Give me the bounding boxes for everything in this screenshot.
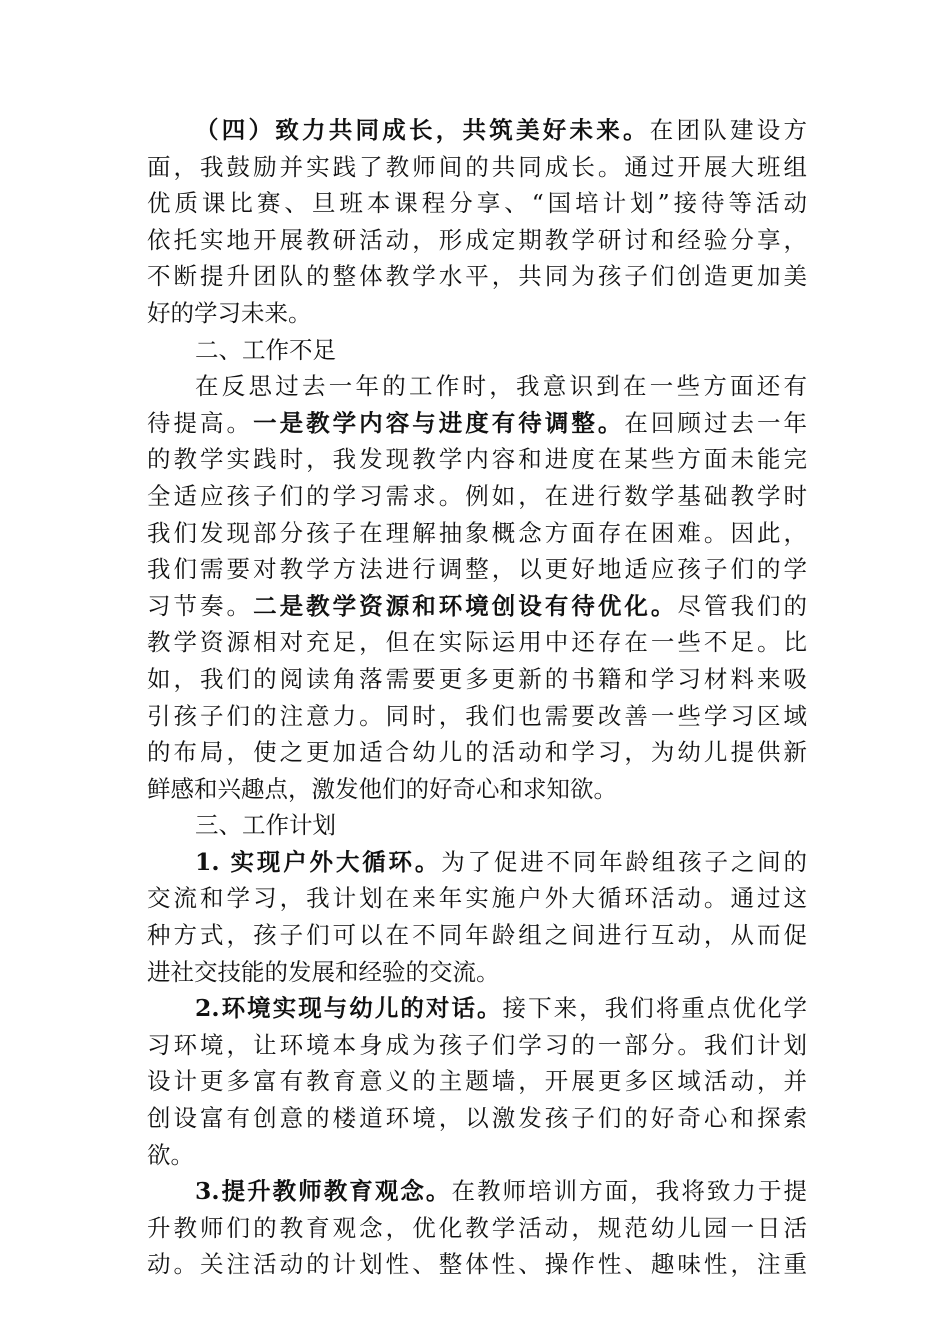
text-line: 交流和学习，我计划在来年实施户外大循环活动。通过这 [147, 884, 807, 913]
text-line: 如，我们的阅读角落需要更多更新的书籍和学习材料来吸 [147, 664, 807, 693]
text-line: 在反思过去一年的工作时，我意识到在一些方面还有 [195, 372, 807, 401]
text-line: 的布局，使之更加适合幼儿的活动和学习，为幼儿提供新 [147, 738, 807, 767]
text-line: 1. 实现户外大循环。为了促进不同年龄组孩子之间的 [195, 847, 808, 876]
text-line: 欲。 [147, 1140, 194, 1169]
text-line: 习节奏。二是教学资源和环境创设有待优化。尽管我们的 [147, 591, 808, 620]
bold-point-1: 一是教学内容与进度有待调整。 [253, 408, 625, 437]
deficiency-paragraph [147, 368, 807, 807]
text-line: （四）致力共同成长，共筑美好未来。在团队建设方 [195, 116, 807, 144]
text-line: 教学资源相对充足，但在实际运用中还存在一些不足。比 [147, 628, 807, 657]
text-line: 3.提升教师教育观念。在教师培训方面，我将致力于提 [195, 1177, 807, 1206]
text-line: 我们需要对教学方法进行调整，以更好地适应孩子们的学 [147, 555, 807, 584]
text-line: 待提高。一是教学内容与进度有待调整。在回顾过去一年 [147, 408, 808, 437]
text-line: 升教师们的教育观念，优化教学活动，规范幼儿园一日活 [147, 1213, 807, 1242]
text-line: 引孩子们的注意力。同时，我们也需要改善一些学习区域 [147, 701, 807, 730]
text-line: 优质课比赛、旦班本课程分享、“国培计划”接待等活动 [147, 189, 807, 218]
bold-lead: （四）致力共同成长，共筑美好未来。 [195, 116, 650, 144]
text-line: 种方式，孩子们可以在不同年龄组之间进行互动，从而促 [147, 921, 807, 950]
bold-lead: 3.提升教师教育观念。 [195, 1177, 452, 1206]
section-4-paragraph [147, 112, 807, 332]
bold-point-2: 二是教学资源和环境创设有待优化。 [253, 591, 678, 620]
text-line: 的教学实践时，我发现教学内容和进度在某些方面未能完 [147, 445, 807, 474]
plan-3-paragraph [147, 1173, 807, 1283]
heading-work-plan: 三、工作计划 [195, 811, 336, 840]
plan-1-paragraph [147, 844, 807, 990]
document-page [147, 112, 807, 1283]
text-line: 全适应孩子们的学习需求。例如，在进行数学基础教学时 [147, 481, 807, 510]
text-line: 2.环境实现与幼儿的对话。接下来，我们将重点优化学 [195, 994, 807, 1023]
text-line: 进社交技能的发展和经验的交流。 [147, 957, 500, 986]
text-line: 设计更多富有教育意义的主题墙，开展更多区域活动，并 [147, 1067, 807, 1096]
text-line: 不断提升团队的整体教学水平，共同为孩子们创造更加美 [147, 262, 807, 291]
heading-work-deficiency: 二、工作不足 [195, 335, 336, 364]
bold-lead: 2.环境实现与幼儿的对话。 [195, 994, 503, 1023]
bold-lead: 1. 实现户外大循环。 [195, 847, 442, 876]
text-line: 面，我鼓励并实践了教师间的共同成长。通过开展大班组 [147, 152, 807, 181]
text-line: 我们发现部分孩子在理解抽象概念方面存在困难。因此， [147, 518, 807, 547]
text-line: 动。关注活动的计划性、整体性、操作性、趣味性，注重 [147, 1250, 807, 1279]
text-line: 鲜感和兴趣点，激发他们的好奇心和求知欲。 [147, 774, 617, 803]
text-line: 创设富有创意的楼道环境，以激发孩子们的好奇心和探索 [147, 1104, 807, 1133]
text-line: 好的学习未来。 [147, 298, 312, 327]
plan-2-paragraph [147, 990, 807, 1173]
text-line: 依托实地开展教研活动，形成定期教学研讨和经验分享， [147, 225, 807, 254]
text-line: 习环境，让环境本身成为孩子们学习的一部分。我们计划 [147, 1030, 807, 1059]
